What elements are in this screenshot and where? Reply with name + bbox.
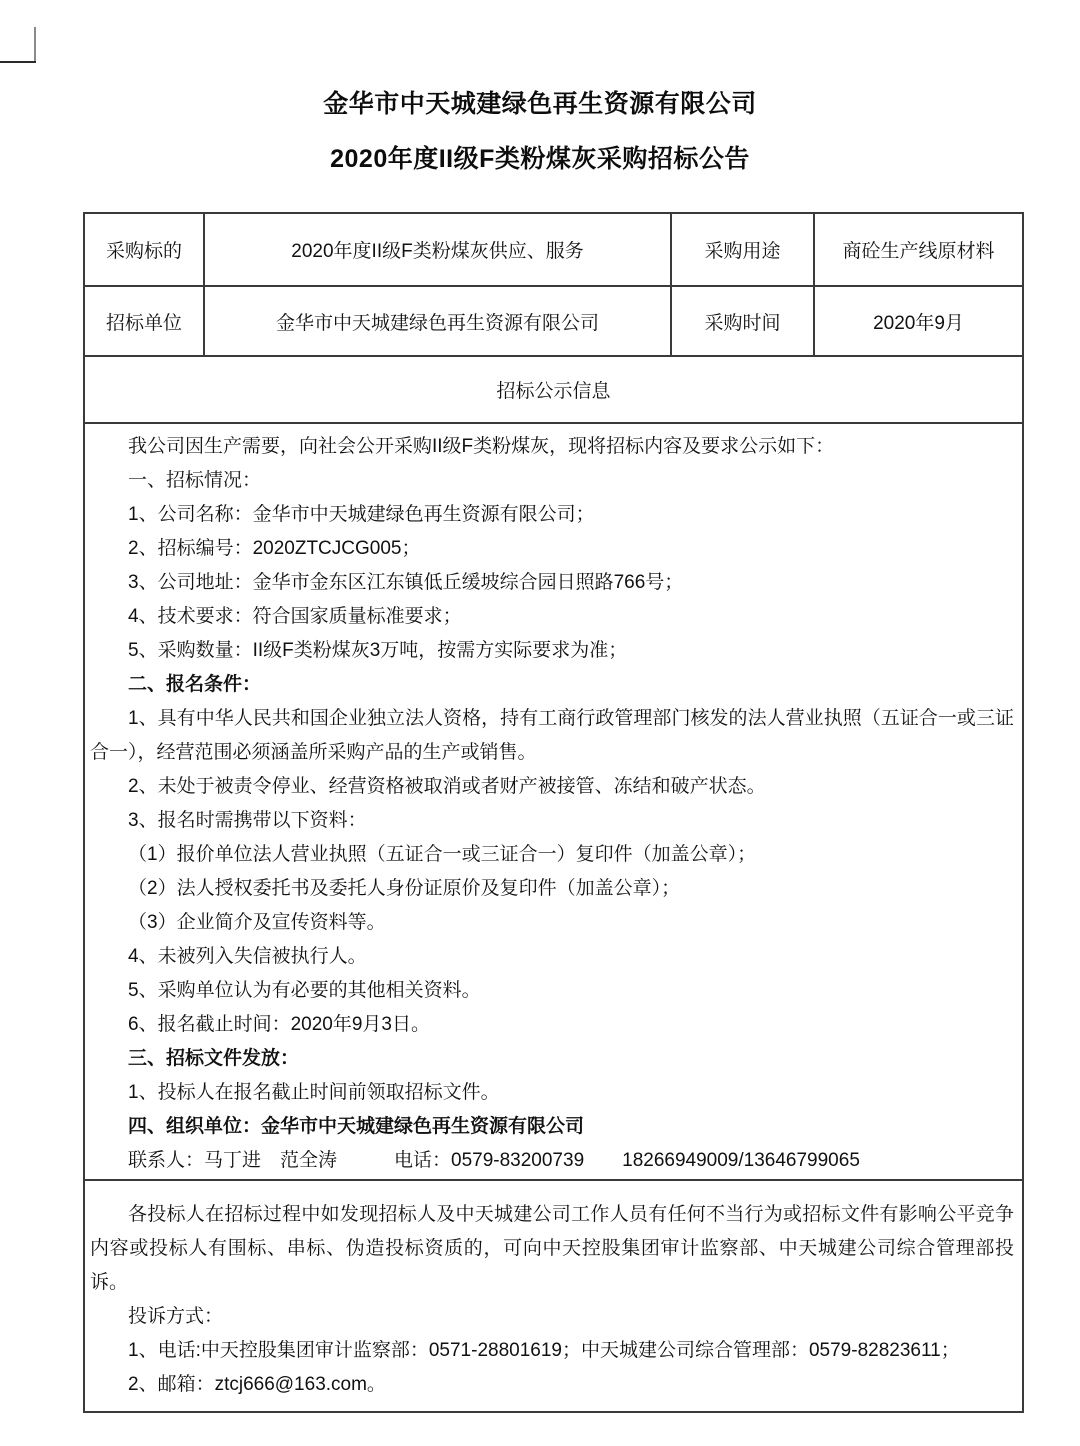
announcement-paragraph: 3、公司地址：金华市金东区江东镇低丘缓坡综合园日照路766号； [128, 572, 684, 593]
announcement-paragraph: 2、招标编号：2020ZTCJCG005； [128, 538, 421, 559]
announcement-paragraph: 一、招标情况： [128, 470, 262, 491]
complaint-paragraph: 2、邮箱：ztcj666@163.com。 [128, 1374, 386, 1395]
procurement-time-label: 采购时间 [671, 286, 814, 356]
announcement-paragraph: 我公司因生产需要，向社会公开采购II级F类粉煤灰，现将招标内容及要求公示如下： [128, 436, 835, 457]
procurement-purpose-label: 采购用途 [671, 213, 814, 286]
table-row [84, 356, 1023, 423]
announcement-paragraph: （1）报价单位法人营业执照（五证合一或三证合一）复印件（加盖公章）； [128, 844, 757, 865]
announcement-paragraph: 1、具有中华人民共和国企业独立法人资格，持有工商行政管理部门核发的法人营业执照（五证合一或三证合一），经营范围必须涵盖所采购产品的生产或销售。 [90, 708, 1014, 763]
procurement-purpose-value: 商砼生产线原材料 [814, 213, 1023, 286]
announcement-paragraph: 四、组织单位：金华市中天城建绿色再生资源有限公司 [128, 1116, 585, 1137]
announcement-paragraph: （3）企业简介及宣传资料等。 [128, 912, 386, 933]
table-row [84, 286, 1023, 356]
announcement-paragraph: 二、报名条件： [128, 674, 262, 695]
procurement-subject-value: 2020年度II级F类粉煤灰供应、服务 [204, 213, 671, 286]
complaint-paragraph: 投诉方式： [128, 1306, 224, 1327]
page-subtitle: 2020年度II级F类粉煤灰采购招标公告 [330, 145, 750, 173]
announcement-paragraph: 4、未被列入失信被执行人。 [128, 946, 367, 967]
corner-crop-mark-vertical [34, 27, 36, 63]
announcement-paragraph: 4、技术要求：符合国家质量标准要求； [128, 606, 462, 627]
announcement-paragraph: 1、公司名称：金华市中天城建绿色再生资源有限公司； [128, 504, 595, 525]
announcement-paragraph: 2、未处于被责令停业、经营资格被取消或者财产被接管、冻结和破产状态。 [128, 776, 766, 797]
table-row [84, 213, 1023, 286]
corner-crop-mark-horizontal [0, 61, 36, 63]
procurement-subject-label: 采购标的 [84, 213, 204, 286]
announcement-paragraph: 联系人：马丁进 范全涛 电话：0579-83200739 18266949009/13646799065 [128, 1150, 860, 1171]
announcement-paragraph: 6、报名截止时间：2020年9月3日。 [128, 1014, 430, 1035]
complaint-paragraph: 各投标人在招标过程中如发现招标人及中天城建公司工作人员有任何不当行为或招标文件有影响公平竞争内容或投标人有围标、串标、伪造投标资质的，可向中天控股集团审计监察部、中天城建公司综合管理部投诉。 [90, 1204, 1014, 1293]
tender-info-table [83, 212, 1024, 1413]
procurement-time-value: 2020年9月 [814, 286, 1023, 356]
tender-unit-value: 金华市中天城建绿色再生资源有限公司 [204, 286, 671, 356]
tender-unit-label: 招标单位 [84, 286, 204, 356]
complaint-section [84, 1180, 1023, 1412]
table-row [84, 1180, 1023, 1412]
table-row [84, 423, 1023, 1180]
announcement-body [84, 423, 1023, 1180]
announcement-paragraph: 5、采购单位认为有必要的其他相关资料。 [128, 980, 481, 1001]
announcement-paragraph: 3、报名时需携带以下资料： [128, 810, 367, 831]
page-title: 金华市中天城建绿色再生资源有限公司 [323, 90, 757, 118]
announcement-paragraph: 1、投标人在报名截止时间前领取招标文件。 [128, 1082, 500, 1103]
section-header-tender-publicity: 招标公示信息 [84, 356, 1023, 423]
announcement-paragraph: 三、招标文件发放： [128, 1048, 300, 1069]
announcement-paragraph: 5、采购数量：II级F类粉煤灰3万吨，按需方实际要求为准； [128, 640, 628, 661]
announcement-paragraph: （2）法人授权委托书及委托人身份证原价及复印件（加盖公章）； [128, 878, 681, 899]
complaint-paragraph: 1、电话:中天控股集团审计监察部：0571-28801619；中天城建公司综合管理部：0579-82823611； [128, 1340, 960, 1361]
